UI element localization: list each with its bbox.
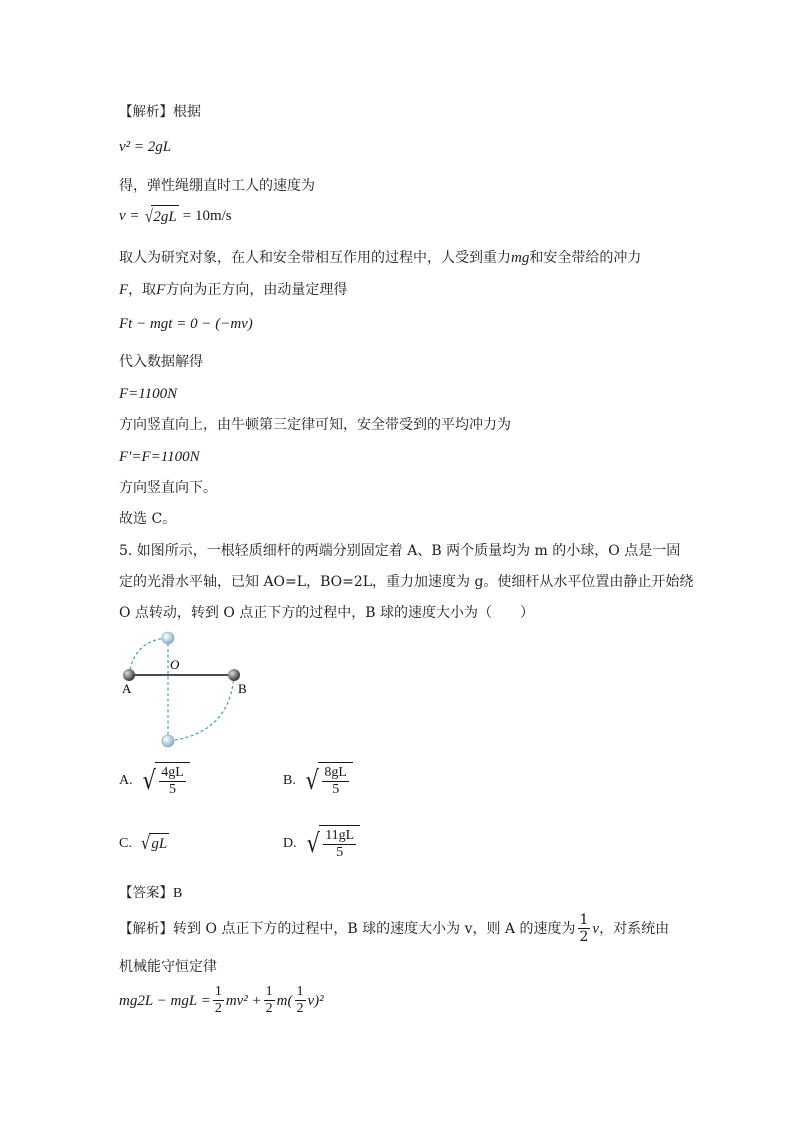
energy-frac-3: $\frac{1}{2}$ <box>296 984 304 1016</box>
energy-frac-1: $\frac{1}{2}$ <box>214 984 222 1016</box>
analysis-text-direction <box>119 280 347 300</box>
analysis-choice: 故选 C。 <box>119 511 177 527</box>
rotation-diagram <box>112 624 252 754</box>
question-line-1: 5. 如图所示，一根轻质细杆的两端分别固定着 A、B 两个质量均为 m 的小球，O 点是一固 <box>119 543 681 559</box>
symbol-F: F <box>119 282 129 298</box>
eq2-lhs: v = <box>119 208 140 224</box>
ball-a-final <box>162 632 174 644</box>
analysis-text-newton3: 方向竖直向上，由牛顿第三定律可知，安全带受到的平均冲力为 <box>119 417 511 433</box>
half-den: 2 <box>579 929 589 945</box>
option-c-rad: gL <box>149 833 169 855</box>
option-a-num: 4gL <box>161 765 184 780</box>
energy-term-2a: m( <box>276 992 293 1009</box>
text4b: 方向为正方向，由动量定理得 <box>165 282 348 298</box>
analysis-text-downward: 方向竖直向下。 <box>119 480 217 496</box>
analysis-text-substitute: 代入数据解得 <box>119 354 203 370</box>
ball-b <box>228 669 240 681</box>
question-line-2: 定的光滑水平轴，已知 AO=L，BO=2L，重力加速度为 g。使细杆从水平位置由静止开始绕 <box>119 574 694 590</box>
analysis-intro: 根据 <box>173 104 201 120</box>
option-c[interactable] <box>119 833 169 855</box>
option-d[interactable] <box>283 825 360 863</box>
option-b-num: 8gL <box>324 765 347 780</box>
question-line-3: O 点转动，转到 O 点正下方的过程中，B 球的速度大小为（ ） <box>119 605 535 621</box>
label-b: B <box>238 681 247 696</box>
energy-term-1: mv² + <box>225 992 262 1009</box>
analysis2-tag: 【解析】 <box>119 920 173 937</box>
equation-momentum: Ft − mgt = 0 − (−mv) <box>119 316 253 332</box>
answer-value: B <box>173 886 183 901</box>
option-a[interactable] <box>119 762 190 800</box>
analysis-line-1 <box>119 102 201 122</box>
equation-speed <box>119 205 232 227</box>
ball-b-final <box>162 735 174 747</box>
symbol-v: v <box>592 920 600 937</box>
option-d-den: 5 <box>336 845 344 860</box>
answer-tag: 【答案】 <box>119 885 173 901</box>
option-b-den: 5 <box>332 782 340 797</box>
label-o: O <box>170 657 180 672</box>
text3b: 和安全带给的冲力 <box>529 250 642 266</box>
option-d-num: 11gL <box>325 828 355 843</box>
analysis-tag: 【解析】 <box>119 104 173 120</box>
eq2-rhs: = 10m/s <box>182 208 232 224</box>
arc-a-path <box>129 638 168 675</box>
energy-frac-2: $\frac{1}{2}$ <box>265 984 273 1016</box>
option-b-sqrt: √ $\frac{8gL}{5}$ <box>304 762 353 800</box>
symbol-F-2: F <box>156 282 166 298</box>
arc-b-path <box>168 675 234 741</box>
sqrt-body: 2gL <box>151 205 178 227</box>
text3a: 取人为研究对象，在人和安全带相互作用的过程中，人受到重力 <box>119 250 511 266</box>
energy-term-2b: v)² <box>307 992 324 1009</box>
option-a-sqrt: √ $\frac{4gL}{5}$ <box>141 762 190 800</box>
analysis2-text1b: ，对系统由 <box>599 920 670 937</box>
analysis2-line-2: 机械能守恒定律 <box>119 959 217 975</box>
label-a: A <box>122 681 132 696</box>
equation-v-squared: v² = 2gL <box>119 139 172 155</box>
option-d-label: D. <box>283 836 297 851</box>
option-b[interactable] <box>283 762 353 800</box>
option-b-label: B. <box>283 773 296 788</box>
symbol-mg: mg <box>511 250 530 266</box>
equation-energy <box>119 984 324 1017</box>
analysis2-line-1 <box>119 912 669 945</box>
option-a-label: A. <box>119 773 133 788</box>
sqrt-2gL: √ 2gL <box>144 206 177 226</box>
analysis2-text1a: 转到 O 点正下方的过程中，B 球的速度大小为 v，则 A 的速度为 <box>173 920 576 937</box>
half-num: 1 <box>579 912 589 928</box>
analysis-text-speed: 得，弹性绳绷直时工人的速度为 <box>119 178 315 194</box>
option-c-sqrt: √ gL <box>140 833 168 854</box>
text4a: ，取 <box>128 282 157 298</box>
option-c-label: C. <box>119 836 132 851</box>
ball-a <box>123 669 135 681</box>
result-force-reaction: F'=F=1100N <box>119 449 200 465</box>
analysis-text-impulse <box>119 248 641 268</box>
result-force: F=1100N <box>119 386 178 402</box>
fraction-half <box>578 912 591 945</box>
answer-line <box>119 883 182 904</box>
option-d-sqrt: √ $\frac{11gL}{5}$ <box>305 825 361 863</box>
energy-lhs: mg2L − mgL = <box>119 992 211 1009</box>
option-a-den: 5 <box>168 782 176 797</box>
